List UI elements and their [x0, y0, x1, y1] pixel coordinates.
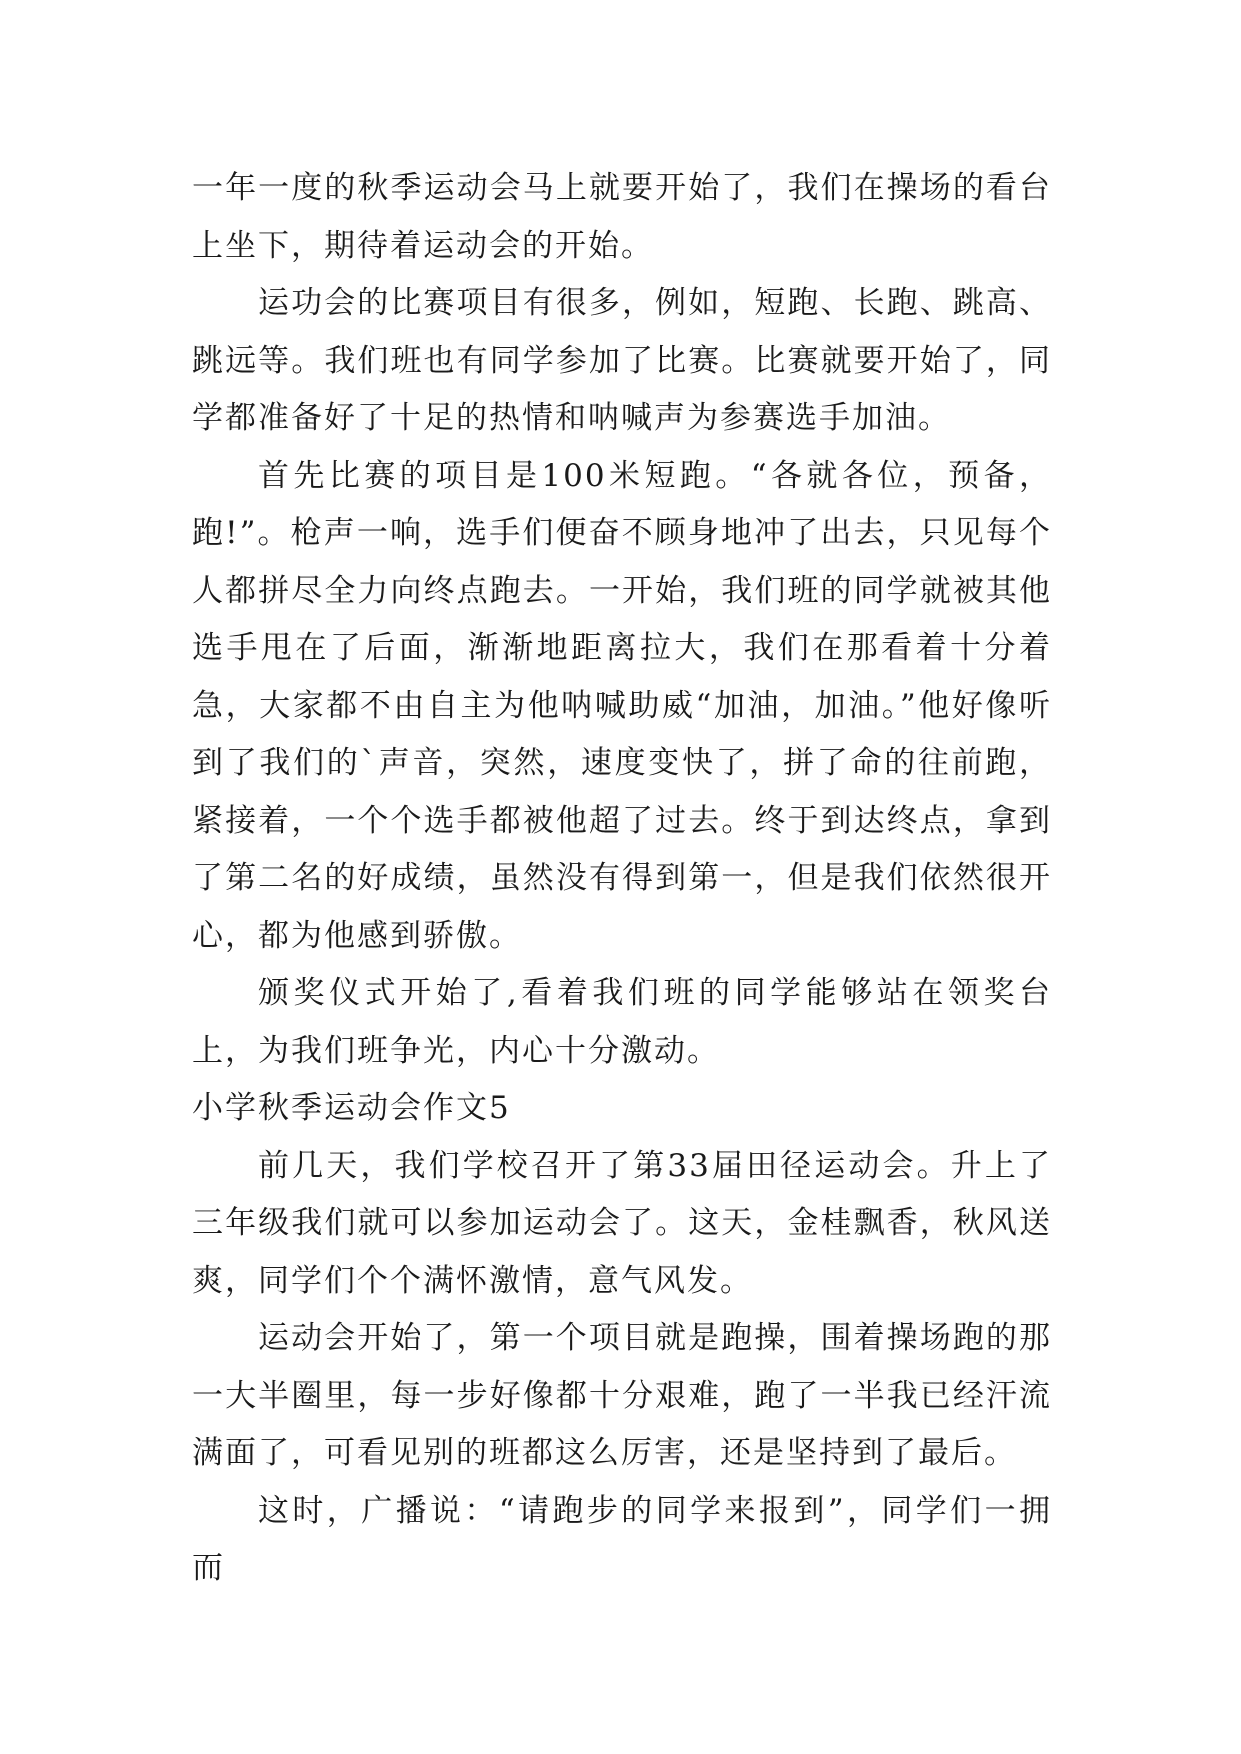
paragraph: 运功会的比赛项目有很多，例如，短跑、长跑、跳高、跳远等。我们班也有同学参加了比赛。比赛就要开始了，同学都准备好了十足的热情和呐喊声为参赛选手加油。	[192, 285, 1052, 436]
document-body	[192, 160, 1052, 1598]
paragraph: 颁奖仪式开始了,看着我们班的同学能够站在领奖台上，为我们班争光，内心十分激动。	[192, 975, 1052, 1069]
paragraph: 首先比赛的项目是100米短跑。“各就各位，预备，跑!”。枪声一响，选手们便奋不顾身地冲了出去，只见每个人都拼尽全力向终点跑去。一开始，我们班的同学就被其他选手甩在了后面，渐渐地距离拉大，我们在那看着十分着急，大家都不由自主为他呐喊助威“加油，加油。”他好像听到了我们的`声音，突然，速度变快了，拼了命的往前跑，紧接着，一个个选手都被他超了过去。终于到达终点，拿到了第二名的好成绩，虽然没有得到第一，但是我们依然很开心，都为他感到骄傲。	[192, 457, 1052, 954]
paragraph: 运动会开始了，第一个项目就是跑操，围着操场跑的那一大半圈里，每一步好像都十分艰难，跑了一半我已经汗流满面了，可看见别的班都这么厉害，还是坚持到了最后。	[192, 1320, 1052, 1471]
paragraph: 这时，广播说：“请跑步的同学来报到”，同学们一拥而	[192, 1492, 1052, 1586]
paragraph: 前几天，我们学校召开了第33届田径运动会。升上了三年级我们就可以参加运动会了。这天，金桂飘香，秋风送爽，同学们个个满怀激情，意气风发。	[192, 1147, 1052, 1299]
section-title: 小学秋季运动会作文5	[192, 1090, 511, 1126]
paragraph: 一年一度的秋季运动会马上就要开始了，我们在操场的看台上坐下，期待着运动会的开始。	[192, 170, 1052, 264]
